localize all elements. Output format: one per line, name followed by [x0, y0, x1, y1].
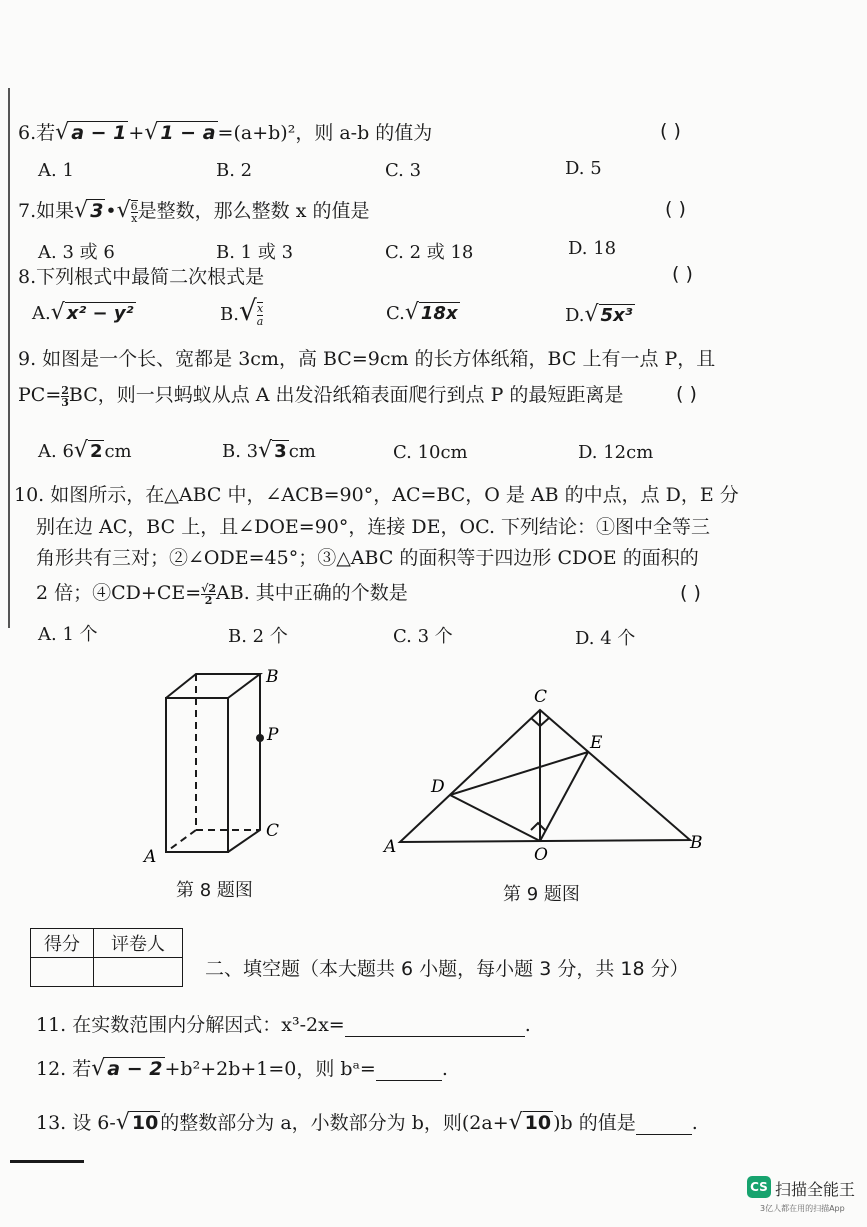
q8-option-b: B.√ $\frac{x}{a}$: [220, 294, 264, 328]
question-9-line-1: 9. 如图是一个长、宽都是 3cm，高 BC=9cm 的长方体纸箱，BC 上有一点 P，且: [18, 348, 716, 370]
label-d: D: [431, 777, 445, 797]
q7-option-b: B. 1 或 3: [216, 242, 294, 263]
label-o: O: [534, 845, 548, 865]
question-10-line-2: 别在边 AC，BC 上，且∠DOE=90°，连接 DE，OC. 下列结论：①图中全等三: [36, 516, 711, 538]
q6-suffix: =(a+b)²，则 a-b 的值为: [217, 122, 433, 144]
q7-radical-1: √ 3: [74, 198, 104, 223]
q6-number: 6.: [18, 122, 37, 144]
q7-option-d: D. 18: [568, 238, 617, 259]
q12-answer-blank[interactable]: [376, 1080, 442, 1081]
question-10-line-1: 10. 如图所示，在△ABC 中，∠ACB=90°，AC=BC，O 是 AB 的中点，点 D，E 分: [14, 484, 739, 506]
q6-answer-paren: ( ): [660, 120, 681, 142]
label-b: B: [266, 667, 279, 687]
scan-edge-line: [8, 88, 10, 628]
q6-prefix: 若: [36, 122, 56, 144]
q7-answer-paren: ( ): [665, 198, 686, 220]
figure-9-triangle: [378, 680, 718, 870]
cuboid-hidden-edge-left: [166, 830, 196, 852]
label-a: A: [144, 847, 157, 867]
q7-option-c: C. 2 或 18: [385, 242, 474, 263]
point-p: [256, 734, 264, 742]
score-header: 得分: [31, 929, 94, 958]
figure-8-cuboid: [130, 660, 300, 875]
cuboid-right-face: [228, 674, 260, 852]
camscanner-logo-icon: CS: [747, 1176, 771, 1198]
score-table: [30, 928, 183, 987]
q10-answer-paren: ( ): [680, 582, 701, 604]
q6-radical-2: √ 1 − a: [144, 120, 216, 145]
label-c: C: [266, 821, 280, 841]
q10-option-d: D. 4 个: [575, 628, 636, 649]
q8-answer-paren: ( ): [672, 263, 693, 285]
question-6: 6.若√ a − 1 +√ 1 − a =(a+b)²，则 a-b 的值为: [18, 120, 433, 145]
q9-option-d: D. 12cm: [578, 442, 654, 463]
bottom-rule: [10, 1160, 84, 1163]
label-p: P: [267, 725, 279, 745]
grader-header: 评卷人: [94, 929, 183, 958]
q13-answer-blank[interactable]: [636, 1134, 692, 1135]
section-2-title: 二、填空题（本大题共 6 小题，每小题 3 分，共 18 分）: [205, 958, 689, 980]
question-8: 8.下列根式中最简二次根式是: [18, 266, 265, 288]
q7-option-a: A. 3 或 6: [38, 242, 115, 263]
score-cell: [31, 958, 94, 987]
q9-option-c: C. 10cm: [393, 442, 468, 463]
q11-answer-blank[interactable]: [345, 1036, 525, 1037]
q6-option-a: A. 1: [38, 160, 74, 181]
watermark-subtext: 3亿人都在用的扫描App: [760, 1204, 845, 1213]
q6-option-d: D. 5: [565, 158, 602, 179]
figure-8-caption: 第 8 题图: [176, 880, 253, 901]
watermark-brand: 扫描全能王: [775, 1180, 856, 1199]
grader-cell: [94, 958, 183, 987]
q10-option-c: C. 3 个: [393, 626, 453, 647]
figure-9-caption: 第 9 题图: [503, 884, 580, 905]
q8-option-d: D.√ 5x³: [565, 302, 633, 327]
q6-radical-1: √ a − 1: [55, 120, 127, 145]
cuboid-top-face: [166, 674, 260, 698]
right-angle-mark-o: [531, 823, 546, 831]
q6-option-b: B. 2: [216, 160, 253, 181]
question-12: 12. 若√ a − 2 +b²+2b+1=0，则 bᵃ= .: [36, 1056, 448, 1081]
segment-od: [450, 795, 540, 841]
label-c: C: [534, 687, 548, 707]
label-a: A: [384, 837, 397, 857]
q6-option-c: C. 3: [385, 160, 422, 181]
q8-option-c: C.√ 18x: [386, 300, 458, 325]
question-9-line-2: PC= $\frac{2}{3}$ BC，则一只蚂蚁从点 A 出发沿纸箱表面爬行到点 P 的最短距离是: [18, 383, 624, 409]
question-13: 13. 设 6-√ 10 的整数部分为 a，小数部分为 b，则(2a+√ 10 )b 的值是 .: [36, 1110, 698, 1135]
question-10-line-4: 2 倍；④CD+CE= $\frac{√2}{2}$ AB. 其中正确的个数是: [36, 581, 408, 607]
question-7: 7.如果√ 3 •√ $\frac{6}{x}$ 是整数，那么整数 x 的值是: [18, 198, 370, 225]
question-10-line-3: 角形共有三对；②∠ODE=45°；③△ABC 的面积等于四边形 CDOE 的面积的: [36, 547, 699, 569]
q10-option-b: B. 2 个: [228, 626, 288, 647]
q8-option-a: A.√ x² − y²: [32, 300, 134, 325]
q10-option-a: A. 1 个: [38, 624, 98, 645]
triangle-abc: [400, 710, 690, 842]
q9-option-b: B. 3√ 3 cm: [222, 438, 316, 463]
q7-radical-frac: √ $\frac{6}{x}$: [116, 198, 138, 225]
label-b: B: [690, 833, 703, 853]
question-11: 11. 在实数范围内分解因式：x³-2x= .: [36, 1014, 531, 1036]
q9-answer-paren: ( ): [676, 383, 697, 405]
label-e: E: [590, 733, 603, 753]
q9-option-a: A. 6√ 2 cm: [38, 438, 132, 463]
